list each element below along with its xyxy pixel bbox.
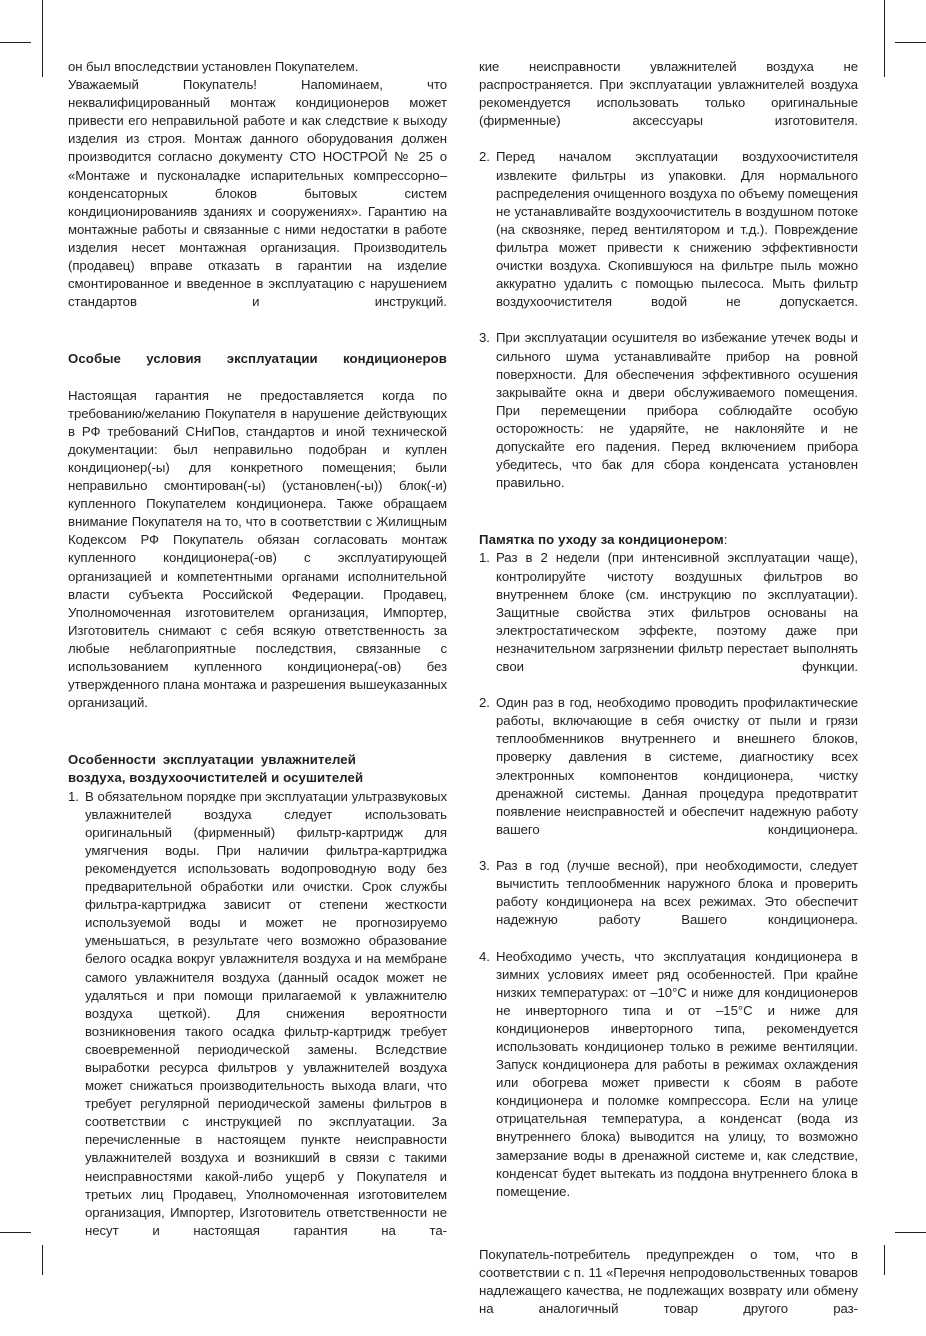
two-column-layout — [68, 58, 858, 1336]
crop-mark-bottom-left-horizontal — [0, 1232, 31, 1233]
list-item: Перед началом эксплуатации воздухоочистителя извлеките фильтры из упаковки. Для нормального распределения очищенного воздуха по объему помещения не устанавливайте воздухоочиститель в воздушном потоке (на сквозняке, перед вентилятором и т.д.). Повреждение фильтра может привести к снижению эффективности очистки воздуха. Скопившуюся на фильтре пыль можно аккуратно удалить с помощью пылесоса. Мыть фильтр воздухоочистителя водой не допускается. — [496, 149, 858, 310]
air-purifier-instruction-list — [479, 148, 858, 510]
crop-mark-top-left-vertical — [42, 0, 43, 77]
heading-humidifier-operation-line2: воздуха, воздухоочистителей и осушителей — [68, 770, 364, 786]
paragraph-installation-notice: Уважаемый Покупатель! Напоминаем, что неквалифицированный монтаж кондиционеров может привести его неправильной работе и как следствие к выходу изделия из строя. Монтаж данного оборудования должен производится согласно документу СТО НОСТРОЙ № 25 о «Монтаже и пусконаладке испарительных компрессорно–конденсаторных блоков бытовых систем кондиционированияв зданиях и сооружениях». Гарантию на монтажные работы и связанные с ними недостатки в работе изделия несет монтажная организация. Производитель (продавец) вправе отказать в гарантии на изделие смонтированное и введенное в эксплуатацию с нарушением стандартов и инструкций. — [68, 77, 447, 310]
heading-air-conditioner-care-memo — [479, 531, 858, 549]
paragraph-special-operating-conditions: Настоящая гарантия не предоставляется когда по требованию/желанию Покупателя в нарушение действующих в РФ требований СНиПов, стандартов и иной технической документации: был неправильно подобран и куплен кондиционер(-ы) для конкретного помещения; были неправильно смонтирован(-ы) (установлен(-ы)) блок(-и) купленного Покупателем кондиционера. Также обращаем внимание Покупателя на то, что в соответствии с Жилищным Кодексом РФ Покупатель обязан согласовать монтаж купленного кондиционера(-ов) с эксплуатирующей организацией и компетентными органами исполнительной власти субъекта Российской Федерации. Продавец, Уполномоченная изготовителем организация, Импортер, Изготовитель снимают с себя всякую ответственность за любые неблагоприятные последствия, связанные с использованием купленного кондиционера(-ов) без утвержденного плана монтажа и разрешения вышеуказанных организаций. — [68, 387, 447, 711]
spacer — [479, 1219, 858, 1246]
crop-mark-bottom-right-vertical — [884, 1245, 885, 1275]
list-item: В обязательном порядке при эксплуатации ультразвуковых увлажнителей воздуха следует использовать оригинальный (фирменный) фильтр-картридж для умягчения воды. При наличии фильтра-картриджа рекомендуется использовать водопроводную воду без предварительной обработки или очистки. Срок службы фильтра-картриджа зависит от степени жесткости используемой воды и может не прогнозируемо уменьшаться, в результате чего возможно образование белого осадка вокруг увлажнителя воздуха и на мембране самого увлажнителя воздуха (данный осадок может не удаляться и при помощи прилагаемой к увлажнителю воздуха щеткой). Для снижения вероятности возникновения такого осадка фильтр-картридж требует своевременной периодической замены. Вследствие выработки ресурса фильтров у увлажнителей воздуха может снижаться производительность выхода влаги, что требует регулярной периодической замены фильтров в соответствии с инструкцией по эксплуатации. За перечисленные в настоящем пункте неисправности увлажнителей воздуха и возникший в связи с такими неисправностями какой-либо ущерб у Покупателя и третьих лиц Продавец, Уполномоченная изготовителем организация, Импортер, Изготовитель ответственности не несут и настоящая гарантия на та- — [85, 788, 447, 1238]
spacer — [479, 510, 858, 531]
heading-special-operating-conditions: Особые условия эксплуатации кондиционеров — [68, 351, 447, 367]
list-item: При эксплуатации осушителя во избежание утечек воды и сильного шума устанавливайте прибор на ровной поверхности. Для обеспечения эффективного осушения закрывайте окна и двери обслуживаемого помещения. При перемещении прибора соблюдайте особую осторожность: не ударяйте, не наклоняйте и не допускайте его падения. Перед включением прибора убедитесь, что бак для сбора конденсата установлен правильно. — [496, 330, 858, 491]
care-memo-list — [479, 549, 858, 1218]
crop-mark-top-left-horizontal — [0, 42, 31, 43]
list-item: Один раз в год, необходимо проводить профилактические работы, включающие в себя очистку от пыли и грязи теплообменников внутреннего и внешнего блоков, проверку давления в системе, диагностику всех электронных компонентов кондиционера, чистку дренажной системы. Данная процедура предотвратит появление неисправностей и обеспечит надежную работу вашего кондиционера. — [496, 695, 858, 837]
crop-mark-bottom-left-vertical — [42, 1245, 43, 1275]
list-item: Раз в год (лучше весной), при необходимости, следует вычистить теплообменник наружного блока и проверить работу кондиционера на всех режимах. Это обеспечит надежную работу Вашего кондиционера. — [496, 858, 858, 928]
paragraph-continuation-from-previous-page: он был впоследствии установлен Покупателем. — [68, 59, 359, 74]
heading-humidifier-operation-line1: Особенности эксплуатации увлажнителей — [68, 752, 356, 768]
heading-care-memo-text: Памятка по уходу за кондиционером — [479, 532, 724, 548]
right-column — [479, 58, 858, 1336]
list-item: Раз в 2 недели (при интенсивной эксплуатации чаще), контролируйте чистоту воздушных фильтров во внутреннем блоке (см. инструкцию по эксплуатации). Защитные свойства этих фильтров основаны на электростатическом эффекте, поэтому даже при незначительном загрязнении фильтр перестает выполнять свои функции. — [496, 550, 858, 674]
paragraph-consumer-notice: Покупатель-потребитель предупрежден о том, что в соответствии с п. 11 «Перечня непродовольственных товаров надлежащего качества, не подлежащих возврату или обмену на аналогичный товар другого раз- — [479, 1246, 858, 1317]
spacer — [68, 730, 447, 751]
heading-care-memo-colon: : — [723, 532, 728, 548]
crop-mark-bottom-right-horizontal — [895, 1232, 926, 1233]
spacer — [68, 329, 447, 350]
left-column — [68, 58, 447, 1258]
list-item: Необходимо учесть, что эксплуатация кондиционера в зимних условиях имеет ряд особенностей. При крайне низких температурах: от –10°C и ниже для кондиционеров не инверторного типа и от –15°C и ниже для кондиционеров инверторного типа, рекомендуется использовать кондиционер только в режиме вентиляции. Запуск кондиционера для работы в режимах охлаждения или обогрева может привести к сбоям в работе кондиционера и поломке компрессора. Если на улице отрицательная температура, а конденсат (вода из внутреннего блока) выводится на улицу, то возможно замерзание воды в дренажной системе и, как следствие, конденсат будет вытекать из поддона внутреннего блока в помещение. — [496, 948, 858, 1199]
crop-mark-top-right-vertical — [884, 0, 885, 77]
crop-mark-top-right-horizontal — [895, 42, 926, 43]
humidifier-instruction-list — [68, 788, 447, 1258]
paragraph-continuation-humidifier-item: кие неисправности увлажнителей воздуха не распространяется. При эксплуатации увлажнителей воздуха рекомендуется использовать только оригинальные (фирменные) аксессуары изготовителя. — [479, 59, 858, 129]
page-content-area — [68, 58, 858, 1317]
